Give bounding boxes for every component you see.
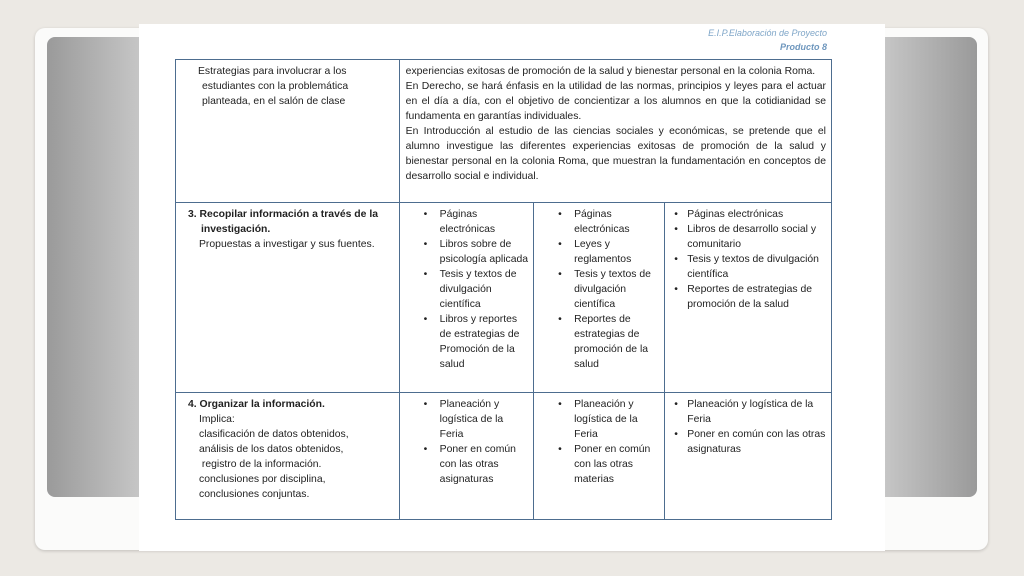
list-item: • Páginas electrónicas <box>406 207 528 237</box>
list-item: • Libros sobre de psicología aplicada <box>406 237 528 267</box>
collect-sources-col-3 <box>534 203 665 393</box>
strategies-paragraph: En Derecho, se hará énfasis en la utilidad de las normas, principios y leyes para el actuar en el día a día, con el objetivo de concientizar a los alumnos en que la cotidianidad se fundamenta en garantías individuales. <box>405 81 826 122</box>
strategies-label-line: planteada, en el salón de clase <box>202 96 346 107</box>
step-4-title: 4. Organizar la información. <box>188 399 325 410</box>
list-item: • Planeación y logística de la Feria <box>406 397 528 442</box>
collect-sources-col-4 <box>665 203 832 393</box>
list-item: • Poner en común con las otras asignaturas <box>671 427 826 457</box>
list-item: • Libros de desarrollo social y comunitario <box>671 222 826 252</box>
strategies-label-line: estudiantes con la problemática <box>202 81 349 92</box>
organize-line: conclusiones por disciplina, <box>199 474 326 485</box>
list-item: • Poner en común con las otras materias <box>540 442 659 487</box>
organize-col-3 <box>534 393 665 520</box>
list-item: • Páginas electrónicas <box>540 207 659 237</box>
step-3-title-continued: investigación. <box>201 224 271 235</box>
strategies-label-cell <box>176 60 400 203</box>
step-3-description: Propuestas a investigar y sus fuentes. <box>199 239 375 250</box>
organize-line: registro de la información. <box>199 459 322 470</box>
strategies-paragraph: En Introducción al estudio de las ciencias sociales y económicas, se pretende que el alumno investigue las diferentes experiencias exitosas de promoción de la salud y bienestar personal en la colonia Roma, que muestran la fundamentación en conceptos de desarrollo social e individual. <box>405 126 826 182</box>
list-item: • Tesis y textos de divulgación científica <box>406 267 528 312</box>
list-item: • Leyes y reglamentos <box>540 237 659 267</box>
step-3-title: 3. Recopilar información a través de la <box>188 209 378 220</box>
list-item: • Tesis y textos de divulgación científica <box>671 252 826 282</box>
list-item: • Libros y reportes de estrategias de Promoción de la salud <box>406 312 528 372</box>
organize-col-4 <box>665 393 832 520</box>
list-item: • Planeación y logística de la Feria <box>671 397 826 427</box>
header-project-title: E.I.P.Elaboración de Proyecto <box>708 28 827 38</box>
organize-line: análisis de los datos obtenidos, <box>199 444 344 455</box>
header-product-label: Producto 8 <box>779 42 827 52</box>
list-item: • Reportes de estrategias de promoción de la salud <box>671 282 826 312</box>
organize-label-cell <box>176 393 400 520</box>
project-plan-table <box>175 59 832 520</box>
organize-line: conclusiones conjuntas. <box>199 489 310 500</box>
collect-sources-col-2 <box>399 203 533 393</box>
list-item: • Páginas electrónicas <box>671 207 826 222</box>
list-item: • Poner en común con las otras asignaturas <box>406 442 528 487</box>
collect-label-cell <box>176 203 400 393</box>
table-row-strategies <box>176 60 832 203</box>
list-item: • Reportes de estrategias de promoción de la salud <box>540 312 659 372</box>
table-row-organize-information <box>176 393 832 520</box>
organize-col-2 <box>399 393 533 520</box>
list-item: • Tesis y textos de divulgación científica <box>540 267 659 312</box>
organize-line: clasificación de datos obtenidos, <box>199 429 349 440</box>
list-item: • Planeación y logística de la Feria <box>540 397 659 442</box>
table-row-collect-information <box>176 203 832 393</box>
organize-line: Implica: <box>199 414 235 425</box>
strategies-label-line: Estrategias para involucrar a los <box>198 66 347 77</box>
document-page <box>139 24 885 551</box>
strategies-paragraph: experiencias exitosas de promoción de la salud y bienestar personal en la colonia Roma. <box>405 66 816 77</box>
document-header <box>708 26 827 54</box>
strategies-description-cell <box>399 60 831 203</box>
